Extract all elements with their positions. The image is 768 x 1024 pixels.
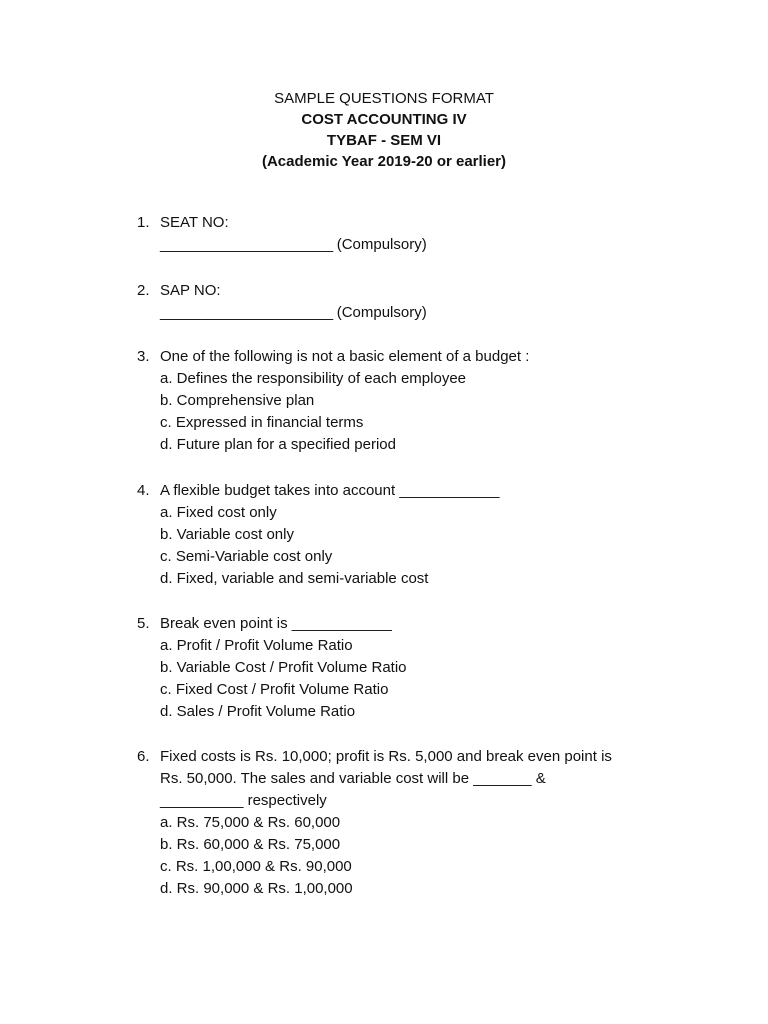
option-b: b. Comprehensive plan xyxy=(160,392,315,409)
question-stem-line-2: Rs. 50,000. The sales and variable cost will be _______ & xyxy=(160,770,546,787)
question-4 xyxy=(137,480,657,590)
seat-no-blank: ______________________ xyxy=(160,236,333,253)
option-b: b. Variable cost only xyxy=(160,526,294,543)
document-header xyxy=(0,88,768,172)
question-number: 2. xyxy=(137,282,150,299)
seat-no-label: SEAT NO: xyxy=(160,214,229,231)
question-stem: A flexible budget takes into account ____________ xyxy=(160,482,500,499)
header-format-title: SAMPLE QUESTIONS FORMAT xyxy=(274,90,494,107)
header-subject: COST ACCOUNTING IV xyxy=(301,111,467,128)
question-number: 4. xyxy=(137,482,150,499)
option-b: b. Variable Cost / Profit Volume Ratio xyxy=(160,659,407,676)
question-stem-line-3: __________ respectively xyxy=(160,792,327,809)
option-d: d. Future plan for a specified period xyxy=(160,436,396,453)
option-a: a. Defines the responsibility of each employee xyxy=(160,370,467,387)
question-number: 6. xyxy=(137,748,150,765)
option-a: a. Fixed cost only xyxy=(160,504,277,521)
option-d: d. Sales / Profit Volume Ratio xyxy=(160,703,356,720)
question-3 xyxy=(137,346,657,456)
option-c: c. Rs. 1,00,000 & Rs. 90,000 xyxy=(160,858,352,875)
compulsory-note: (Compulsory) xyxy=(336,236,427,253)
sap-no-label: SAP NO: xyxy=(160,282,221,299)
option-c: c. Expressed in financial terms xyxy=(160,414,364,431)
question-number: 5. xyxy=(137,615,150,632)
question-number: 3. xyxy=(137,348,150,365)
question-number: 1. xyxy=(137,214,150,231)
option-b: b. Rs. 60,000 & Rs. 75,000 xyxy=(160,836,341,853)
option-d: d. Fixed, variable and semi-variable cost xyxy=(160,570,429,587)
header-academic-year: (Academic Year 2019-20 or earlier) xyxy=(261,153,507,170)
option-a: a. Profit / Profit Volume Ratio xyxy=(160,637,353,654)
option-c: c. Fixed Cost / Profit Volume Ratio xyxy=(160,681,389,698)
question-6 xyxy=(137,746,657,900)
header-class-semester: TYBAF - SEM VI xyxy=(326,132,442,149)
question-1 xyxy=(137,212,657,256)
question-stem: One of the following is not a basic element of a budget : xyxy=(160,348,530,365)
question-5 xyxy=(137,613,657,723)
option-d: d. Rs. 90,000 & Rs. 1,00,000 xyxy=(160,880,353,897)
option-c: c. Semi-Variable cost only xyxy=(160,548,333,565)
question-2 xyxy=(137,280,657,324)
sap-no-blank: ______________________ xyxy=(160,304,333,321)
option-a: a. Rs. 75,000 & Rs. 60,000 xyxy=(160,814,341,831)
question-stem-line-1: Fixed costs is Rs. 10,000; profit is Rs. 5,000 and break even point is xyxy=(160,748,612,765)
question-stem: Break even point is ____________ xyxy=(160,615,392,632)
compulsory-note: (Compulsory) xyxy=(336,304,427,321)
